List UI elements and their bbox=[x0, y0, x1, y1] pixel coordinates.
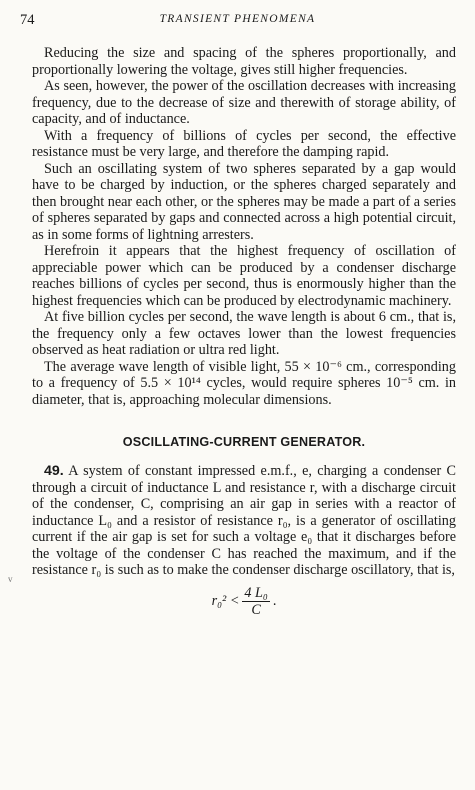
paragraph: With a frequency of billions of cycles per second, the effective resistance must be very large, and therefore the damping rapid. bbox=[32, 127, 456, 160]
paragraph: Herefroin it appears that the highest frequency of oscillation of appreciable power which can be produced by a condenser discharge reaches billions of cycles per second, thus is enormously higher than the highest frequencies which can be produced by electrodynamic machinery. bbox=[32, 243, 456, 309]
formula bbox=[32, 585, 456, 618]
page-header bbox=[20, 12, 455, 30]
formula-lhs: r₀² < bbox=[211, 592, 240, 609]
page-body bbox=[32, 45, 456, 618]
paragraph: Reducing the size and spacing of the spheres proportionally, and proportionally lowering the voltage, gives still higher frequencies. bbox=[32, 45, 456, 78]
formula-denominator: C bbox=[251, 601, 261, 618]
formula-end: . bbox=[272, 592, 277, 609]
running-head: TRANSIENT PHENOMENA bbox=[159, 13, 316, 25]
paragraph: The average wave length of visible light, 55 × 10⁻⁶ cm., corresponding to a frequency of 5.5 × 10¹⁴ cycles, would require spheres 10⁻⁵ cm. in diameter, that is, approaching molecular dimensions. bbox=[32, 358, 456, 408]
formula-fraction bbox=[242, 585, 269, 618]
margin-mark: v bbox=[8, 574, 13, 584]
section-paragraph bbox=[32, 463, 456, 579]
paragraph: At five billion cycles per second, the wave length is about 6 cm., that is, the frequency only a few octaves lower than the lowest frequencies observed as heat radiation or ultra red light. bbox=[32, 309, 456, 358]
paragraph: As seen, however, the power of the oscillation decreases with increasing frequency, due to the decrease of size and therewith of storage ability, of capacity, and of inductance. bbox=[32, 78, 456, 127]
page-number: 74 bbox=[20, 12, 35, 28]
section-number: 49. bbox=[44, 463, 64, 479]
paragraph: Such an oscillating system of two spheres separated by a gap would have to be charged by induction, or the spheres charged separately and then brought near each other, or the spheres may be made a part of a series of spheres separated by gaps and connected across a high potential circuit, as in some forms of lightning arresters. bbox=[32, 160, 456, 243]
section-text: A system of constant impressed e.m.f., e, charging a condenser C through a circuit of inductance L and resistance r, with a discharge circuit of the condenser, C, comprising an air gap in series with a reactor of inductance L₀ and a resistor of resistance r₀, is a generator of oscillating current if the air gap is set for such a voltage e₀ that it discharges before the voltage of the condenser C has reached the maximum, and if the resistance r₀ is such as to make the condenser discharge oscillatory, that is, bbox=[32, 463, 456, 578]
section-heading: OSCILLATING-CURRENT GENERATOR. bbox=[122, 435, 366, 449]
formula-numerator: 4 L₀ bbox=[244, 584, 268, 601]
